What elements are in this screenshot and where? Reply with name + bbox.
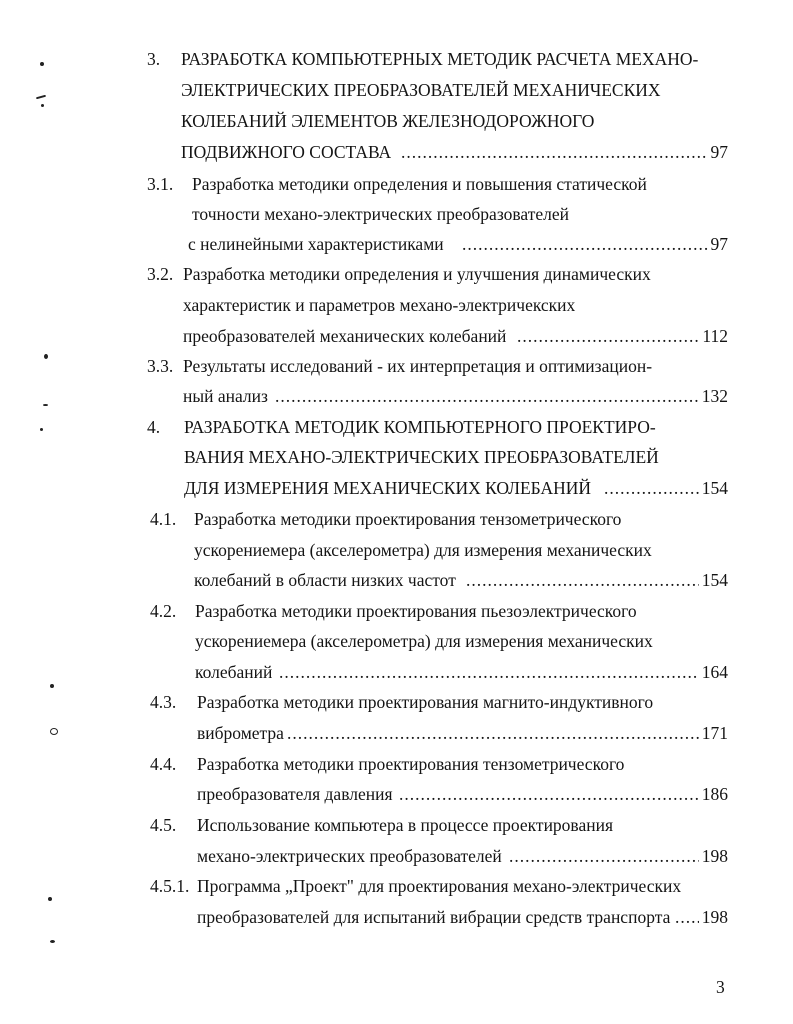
toc-page-number: 171 bbox=[701, 723, 728, 743]
toc-entry-4-1-line3 bbox=[194, 567, 728, 593]
toc-entry-title: колебаний bbox=[195, 662, 273, 682]
toc-entry-number: 3.2. bbox=[147, 264, 174, 284]
toc-entry-title: Программа „Проект" для проектирования механо-электрических bbox=[197, 876, 682, 896]
toc-page-number: 112 bbox=[702, 326, 728, 346]
toc-leader bbox=[466, 567, 728, 593]
toc-entry-3-line2: ЭЛЕКТРИЧЕСКИХ ПРЕОБРАЗОВАТЕЛЕЙ МЕХАНИЧЕСКИХ bbox=[181, 80, 661, 100]
scan-speck bbox=[41, 104, 44, 107]
toc-entry-4-1-line1 bbox=[150, 506, 727, 532]
toc-entry-title: преобразователей механических колебаний bbox=[183, 326, 507, 346]
toc-entry-number: 4.5. bbox=[150, 815, 177, 835]
dot-leader bbox=[462, 231, 708, 257]
page-number: 3 bbox=[716, 977, 725, 997]
toc-entry-title: механо-электрических преобразователей bbox=[197, 846, 502, 866]
toc-entry-number: 4.1. bbox=[150, 509, 177, 529]
toc-entry-4-3-line1 bbox=[150, 689, 727, 715]
toc-page-number: 186 bbox=[701, 784, 728, 804]
scan-speck bbox=[48, 897, 52, 901]
toc-entry-number: 3.1. bbox=[147, 174, 174, 194]
toc-entry-4-2-line3 bbox=[195, 659, 728, 685]
toc-entry-title: Результаты исследований - их интерпретация и оптимизацион- bbox=[183, 356, 653, 376]
toc-leader bbox=[287, 720, 728, 746]
toc-page-number: 154 bbox=[701, 570, 728, 590]
toc-entry-4-4-line1 bbox=[150, 751, 727, 777]
toc-page-number: 132 bbox=[701, 386, 728, 406]
toc-leader bbox=[275, 383, 728, 409]
toc-entry-title: ПОДВИЖНОГО СОСТАВА bbox=[181, 142, 392, 162]
toc-page-number: 154 bbox=[701, 478, 728, 498]
toc-leader bbox=[399, 781, 728, 807]
toc-leader bbox=[604, 475, 728, 501]
toc-entry-4-1-line2: ускорениемера (акселерометра) для измерения механических bbox=[194, 540, 652, 560]
scan-speck bbox=[44, 354, 48, 359]
toc-page-number: 198 bbox=[701, 907, 728, 927]
dot-leader bbox=[604, 475, 699, 501]
toc-entry-4-line3 bbox=[184, 475, 728, 501]
toc-entry-number: 4. bbox=[147, 417, 161, 437]
toc-entry-number: 4.2. bbox=[150, 601, 177, 621]
toc-entry-3-line4 bbox=[181, 139, 728, 165]
toc-leader bbox=[462, 231, 728, 257]
dot-leader bbox=[509, 843, 699, 869]
toc-entry-title: Разработка методики определения и улучшения динамических bbox=[183, 264, 651, 284]
toc-entry-4-5-line1 bbox=[150, 812, 727, 838]
toc-leader bbox=[675, 904, 728, 930]
dot-leader bbox=[275, 383, 699, 409]
dot-leader bbox=[675, 904, 699, 930]
toc-entry-4-line2: ВАНИЯ МЕХАНО-ЭЛЕКТРИЧЕСКИХ ПРЕОБРАЗОВАТЕЛЕЙ bbox=[184, 447, 659, 467]
toc-page-number: 97 bbox=[710, 142, 728, 162]
toc-entry-3-line3: КОЛЕБАНИЙ ЭЛЕМЕНТОВ ЖЕЛЕЗНОДОРОЖНОГО bbox=[181, 111, 595, 131]
dot-leader bbox=[287, 720, 699, 746]
toc-entry-title: колебаний в области низких частот bbox=[194, 570, 456, 590]
toc-leader bbox=[279, 659, 728, 685]
toc-entry-3-2-line3 bbox=[183, 323, 728, 349]
toc-page-number: 164 bbox=[701, 662, 728, 682]
toc-page-number: 198 bbox=[701, 846, 728, 866]
toc-entry-number: 3.3. bbox=[147, 356, 174, 376]
scan-speck bbox=[50, 684, 54, 688]
toc-entry-title: преобразователей для испытаний вибрации средств транспорта bbox=[197, 907, 671, 927]
toc-entry-title: Разработка методики проектирования пьезоэлектрического bbox=[195, 601, 637, 621]
toc-entry-4-line1 bbox=[147, 414, 727, 440]
scan-speck bbox=[40, 62, 44, 66]
toc-entry-title: преобразователя давления bbox=[197, 784, 393, 804]
toc-leader bbox=[401, 139, 728, 165]
toc-entry-title: ДЛЯ ИЗМЕРЕНИЯ МЕХАНИЧЕСКИХ КОЛЕБАНИЙ bbox=[184, 478, 592, 498]
toc-entry-title: РАЗРАБОТКА КОМПЬЮТЕРНЫХ МЕТОДИК РАСЧЕТА МЕХАНО- bbox=[181, 49, 699, 69]
toc-entry-3-1-line2: точности механо-электрических преобразователей bbox=[192, 204, 570, 224]
toc-entry-3-line1 bbox=[147, 46, 727, 72]
toc-entry-title: Использование компьютера в процессе проектирования bbox=[197, 815, 614, 835]
toc-entry-title: Разработка методики проектирования магнито-индуктивного bbox=[197, 692, 654, 712]
toc-entry-title: Разработка методики проектирования тензометрического bbox=[197, 754, 625, 774]
scan-speck bbox=[50, 728, 58, 735]
toc-entry-number: 4.4. bbox=[150, 754, 177, 774]
toc-entry-number: 4.5.1. bbox=[150, 876, 190, 896]
scan-speck bbox=[40, 428, 43, 431]
scan-speck bbox=[36, 95, 46, 100]
scan-speck bbox=[43, 404, 48, 406]
toc-entry-4-5-1-line2 bbox=[197, 904, 728, 930]
toc-entry-4-5-line2 bbox=[197, 843, 728, 869]
toc-entry-number: 3. bbox=[147, 49, 161, 69]
dot-leader bbox=[401, 139, 708, 165]
toc-entry-number: 4.3. bbox=[150, 692, 177, 712]
toc-entry-title: виброметра bbox=[197, 723, 284, 743]
toc-entry-3-1-line1 bbox=[147, 171, 727, 197]
toc-entry-3-1-line3 bbox=[188, 231, 728, 257]
toc-entry-title: ный анализ bbox=[183, 386, 268, 406]
toc-page-number: 97 bbox=[710, 234, 728, 254]
dot-leader bbox=[517, 323, 699, 349]
toc-entry-title: Разработка методики определения и повышения статической bbox=[192, 174, 647, 194]
toc-entry-title: Разработка методики проектирования тензометрического bbox=[194, 509, 622, 529]
toc-entry-4-2-line2: ускорениемера (акселерометра) для измерения механических bbox=[195, 631, 653, 651]
toc-entry-title: РАЗРАБОТКА МЕТОДИК КОМПЬЮТЕРНОГО ПРОЕКТИРО- bbox=[184, 417, 656, 437]
toc-entry-title: с нелинейными характеристиками bbox=[188, 234, 444, 254]
toc-entry-4-5-1-line1 bbox=[150, 873, 727, 899]
toc-entry-4-3-line2 bbox=[197, 720, 728, 746]
toc-entry-3-3-line1 bbox=[147, 353, 727, 379]
dot-leader bbox=[279, 659, 699, 685]
toc-entry-3-2-line2: характеристик и параметров механо-электричекских bbox=[183, 295, 576, 315]
dot-leader bbox=[466, 567, 699, 593]
toc-leader bbox=[509, 843, 728, 869]
toc-leader bbox=[517, 323, 728, 349]
scan-speck bbox=[50, 940, 55, 943]
dot-leader bbox=[399, 781, 699, 807]
toc-entry-4-2-line1 bbox=[150, 598, 727, 624]
toc-entry-4-4-line2 bbox=[197, 781, 728, 807]
toc-entry-3-3-line2 bbox=[183, 383, 728, 409]
toc-entry-3-2-line1 bbox=[147, 261, 727, 287]
